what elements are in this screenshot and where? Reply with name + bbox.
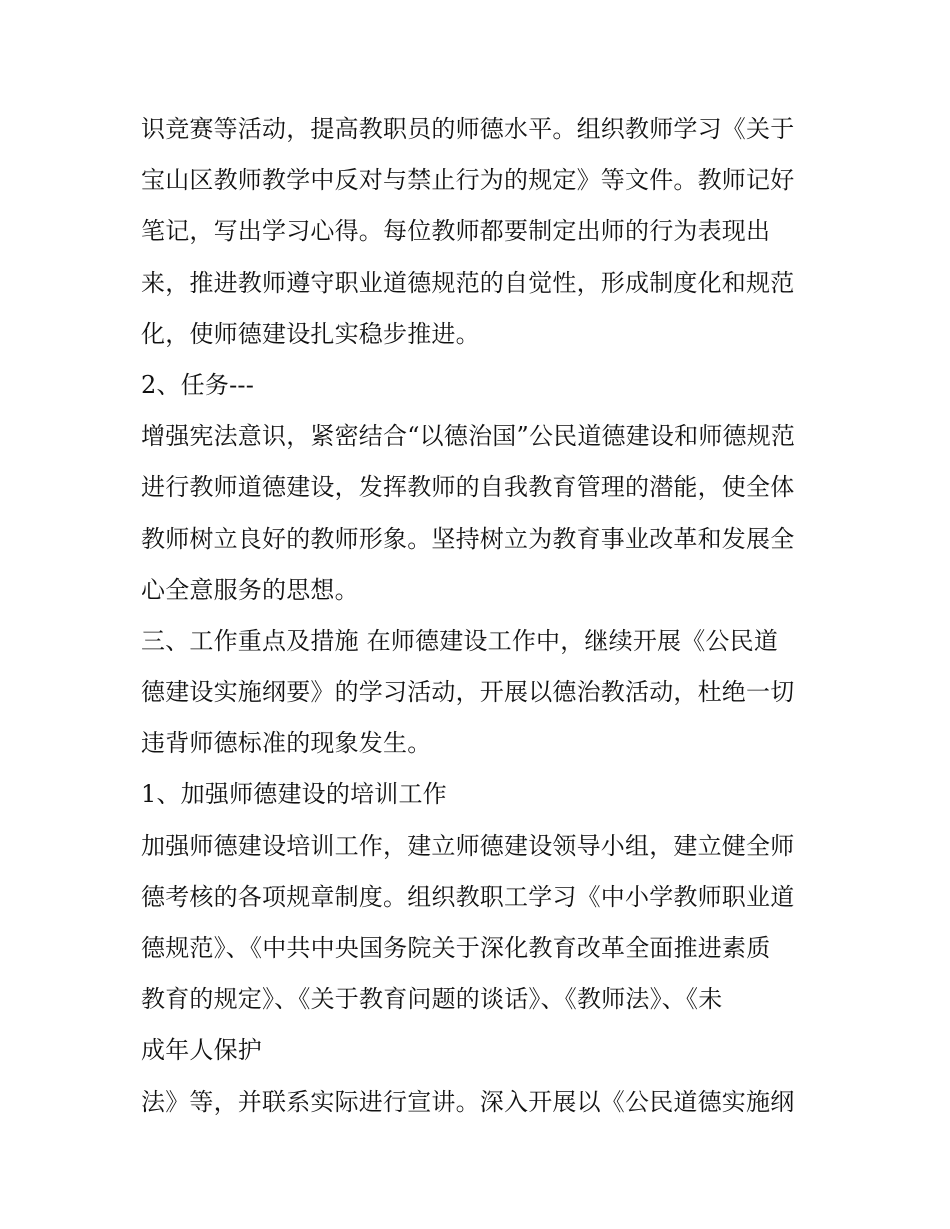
text-line: 德考核的各项规章制度。组织教职工学习《中小学教师职业道 [141,882,795,911]
text-line: 成年人保护 [141,1036,262,1065]
text-line: 教师树立良好的教师形象。坚持树立为教育事业改革和发展全 [141,524,795,553]
text-line: 来，推进教师遵守职业道德规范的自觉性，形成制度化和规范 [141,268,795,297]
text-line: 进行教师道德建设，发挥教师的自我教育管理的潜能，使全体 [141,473,795,502]
text-line: 德建设实施纲要》的学习活动，开展以德治教活动，杜绝一切 [141,678,795,707]
text-line: 违背师德标准的现象发生。 [141,729,432,758]
text-line: 化，使师德建设扎实稳步推进。 [141,319,480,348]
text-line: 法》等，并联系实际进行宣讲。深入开展以《公民道德实施纲 [141,1087,795,1116]
text-line: 增强宪法意识，紧密结合“以德治国”公民道德建设和师德规范 [141,422,796,451]
text-line: 笔记，写出学习心得。每位教师都要制定出师的行为表现出 [141,217,771,246]
text-line: 识竞赛等活动，提高教职员的师德水平。组织教师学习《关于 [141,115,795,143]
section-heading: 三、工作重点及措施 在师德建设工作中，继续开展《公民道 [141,626,779,655]
text-line: 德规范》、《中共中央国务院关于深化教育改革全面推进素质 [141,934,771,962]
document-body [141,104,821,1128]
section-heading: 2、任务--- [141,370,254,399]
text-line: 心全意服务的思想。 [141,575,359,604]
text-line: 教育的规定》、《关于教育问题的谈话》、《教师法》、《未 [141,985,723,1014]
text-line: 宝山区教师教学中反对与禁止行为的规定》等文件。教师记好 [141,166,795,195]
section-heading: 1、加强师德建设的培训工作 [141,780,447,809]
text-line: 加强师德建设培训工作，建立师德建设领导小组，建立健全师 [141,831,795,860]
